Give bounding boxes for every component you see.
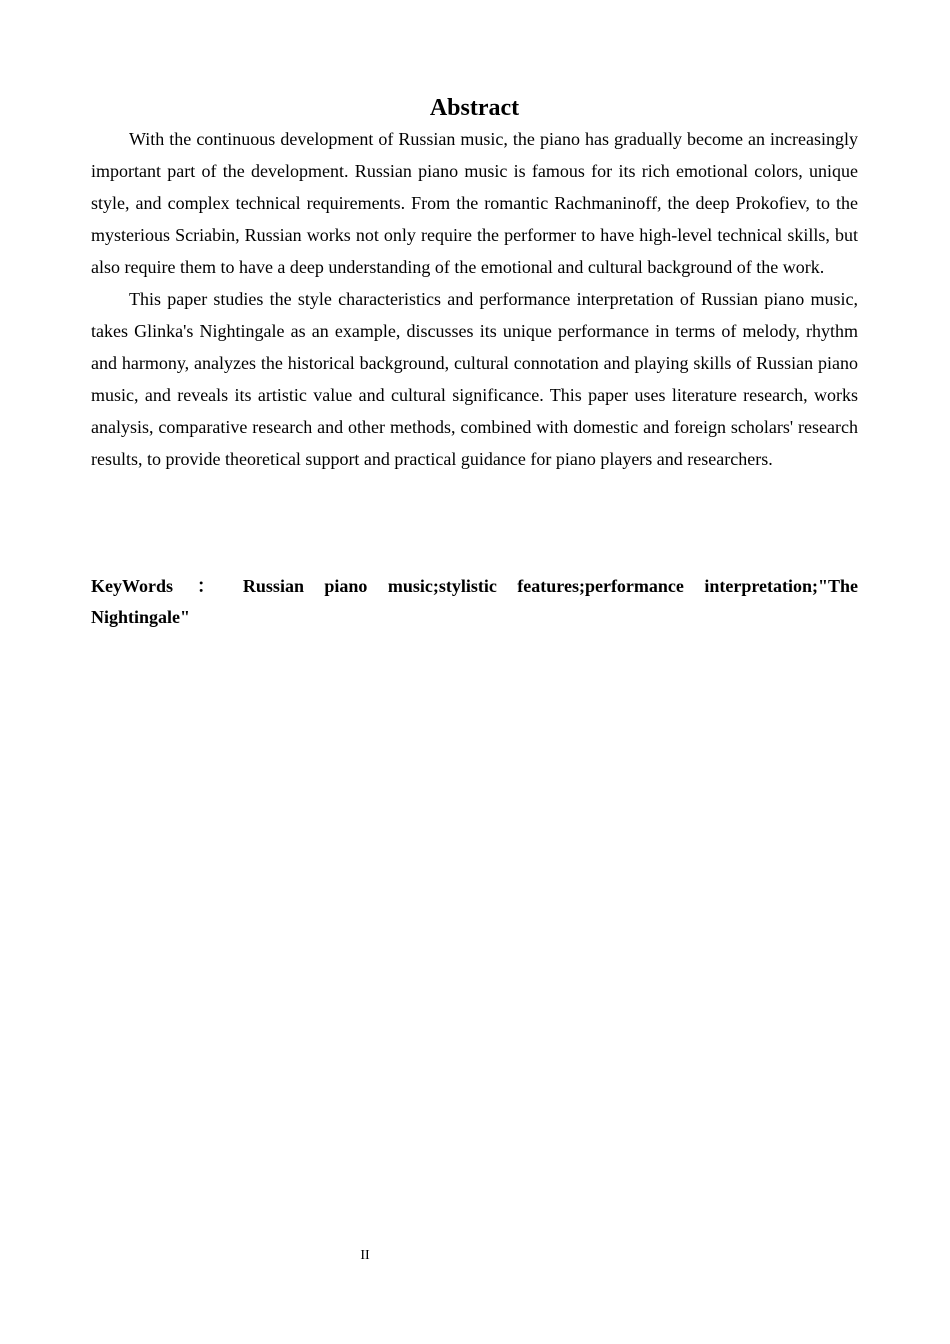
keywords-text: Russian piano music;stylistic features;performance interpretation;"The Nightingale" (91, 576, 859, 627)
keywords-separator: ： (181, 576, 231, 596)
abstract-paragraph-2: This paper studies the style characteristics and performance interpretation of Russian piano music, takes Glinka's Nightingale as an example, discusses its unique performance in terms of melody, rhythm and harmony, analyzes the historical background, cultural connotation and playing skills of Russian piano music, and reveals its artistic value and cultural significance. This paper uses literature research, works analysis, comparative research and other methods, combined with domestic and foreign scholars' research results, to provide theoretical support and practical guidance for piano players and researchers. (91, 289, 858, 469)
keywords-label: KeyWords (91, 576, 174, 596)
abstract-title: Abstract (429, 95, 520, 121)
page-number: II (360, 1248, 370, 1263)
abstract-paragraph-1: With the continuous development of Russian music, the piano has gradually become an increasingly important part of the development. Russian piano music is famous for its rich emotional colors, unique style, and complex technical requirements. From the romantic Rachmaninoff, the deep Prokofiev, to the mysterious Scriabin, Russian works not only require the performer to have high-level technical skills, but also require them to have a deep understanding of the emotional and cultural background of the work. (91, 129, 858, 277)
abstract-body (91, 123, 858, 475)
keywords-line (91, 571, 858, 633)
